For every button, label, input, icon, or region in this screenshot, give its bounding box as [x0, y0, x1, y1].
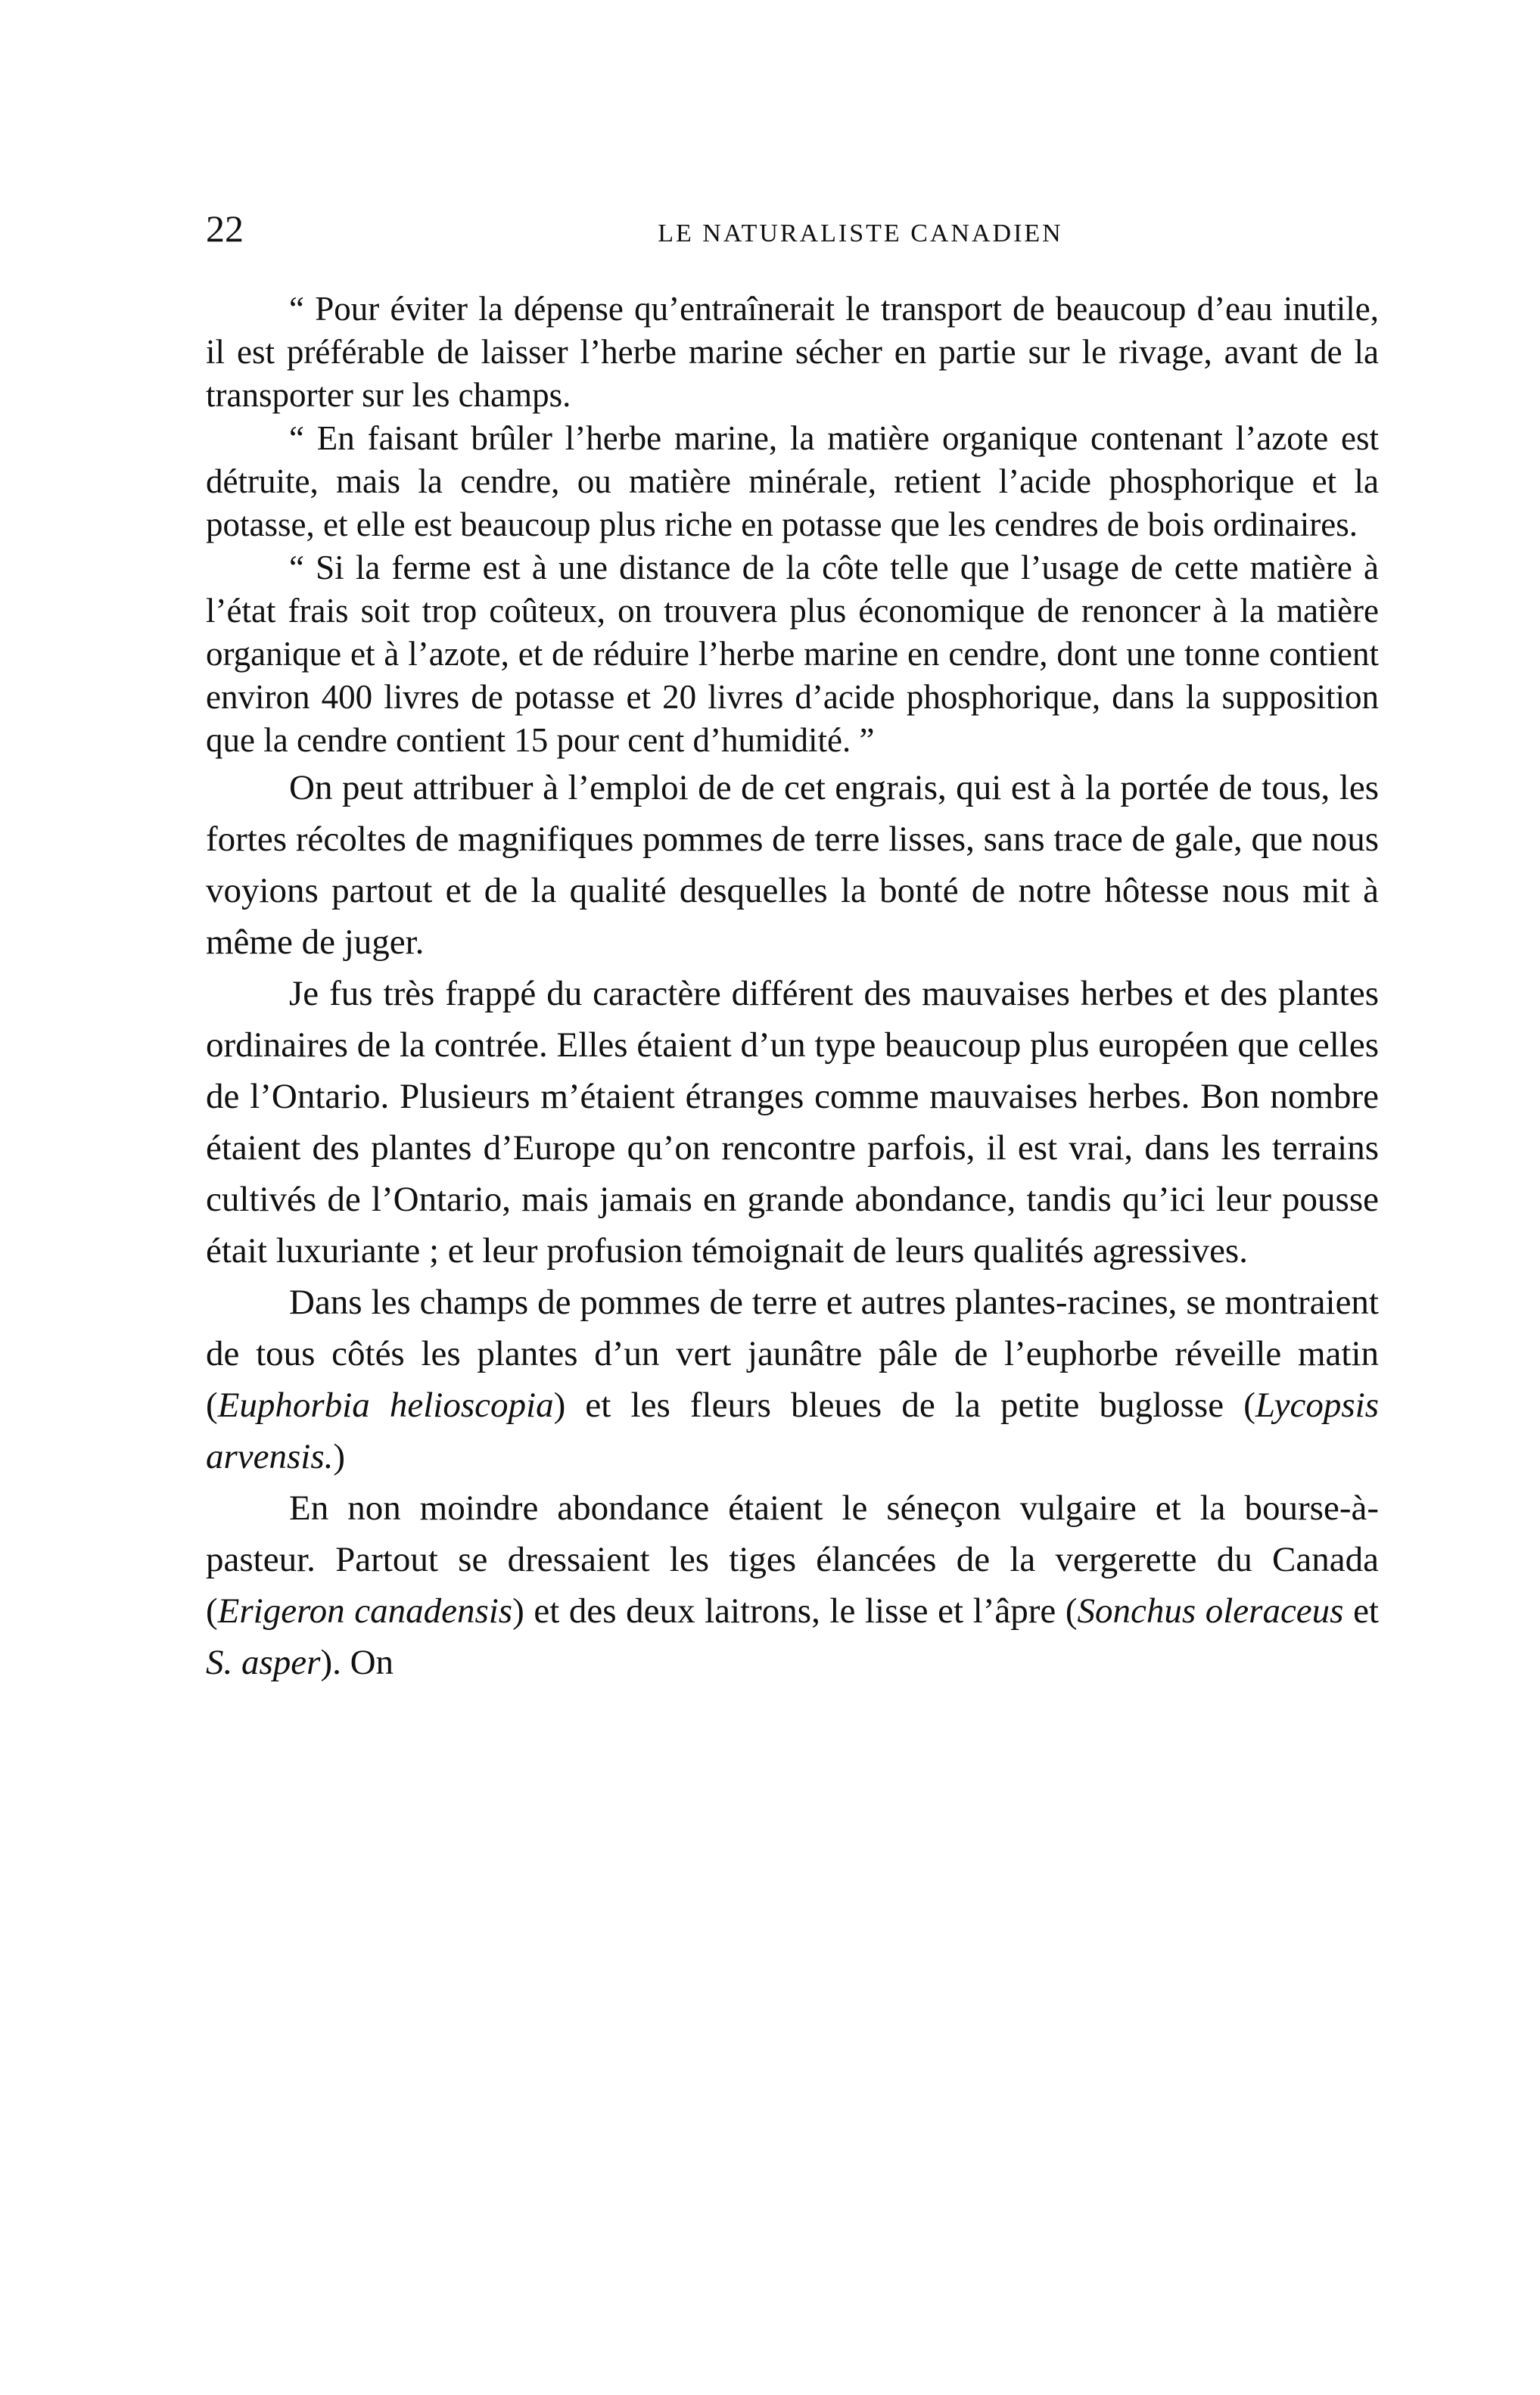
running-head: LE NATURALISTE CANADIEN — [658, 219, 1063, 247]
text-run: et — [1343, 1591, 1379, 1631]
text-run: En non moindre abondance étaient le séneçon vulgaire et la bourse-à-pasteur. Partout se dressaient les tiges élancées de la vergerette du Canada ( — [206, 1488, 1379, 1631]
text-run: ) et les fleurs bleues de la petite buglosse ( — [553, 1386, 1255, 1425]
paragraph: Je fus très frappé du caractère différent des mauvaises herbes et des plantes ordinaires de la contrée. Elles étaient d’un type beaucoup plus européen que celles de l’Ontario. Plusieurs m’étaient étranges comme mauvaises herbes. Bon nombre étaient des plantes d’Europe qu’on rencontre parfois, il est vrai, dans les terrains cultivés de l’Ontario, mais jamais en grande abondance, tandis qu’ici leur pousse était luxuriante ; et leur profusion témoignait de leurs qualités agressives. — [206, 974, 1379, 1271]
species-name: Lycopsis arvensis. — [206, 1386, 1379, 1476]
text-run: Dans les champs de pommes de terre et autres plantes-racines, se montraient de tous côtés les plantes d’un vert jaunâtre pâle de l’euphorbe réveille matin ( — [206, 1283, 1379, 1425]
narrative-section — [206, 762, 1379, 1688]
species-name: Sonchus oleraceus — [1077, 1591, 1344, 1631]
paragraph: On peut attribuer à l’emploi de de cet engrais, qui est à la portée de tous, les fortes récoltes de magnifiques pommes de terre lisses, sans trace de gale, que nous voyions partout et de la qualité desquelles la bonté de notre hôtesse nous mit à même de juger. — [206, 768, 1379, 962]
body-text — [206, 288, 1379, 1688]
paragraph: “ En faisant brûler l’herbe marine, la matière organique contenant l’azote est détruite, mais la cendre, ou matière minérale, retient l’acide phosphorique et la potasse, et elle est beaucoup plus riche en potasse que les cendres de bois ordinaires. — [206, 419, 1379, 543]
text-run: ) — [333, 1437, 346, 1476]
quoted-section — [206, 288, 1379, 762]
paragraph — [206, 1277, 1379, 1482]
paragraph — [206, 1482, 1379, 1688]
species-name: Euphorbia helioscopia — [217, 1386, 554, 1425]
text-run: ) et des deux laitrons, le lisse et l’âpre ( — [512, 1591, 1078, 1631]
species-name: S. asper — [206, 1643, 321, 1682]
paragraph: “ Si la ferme est à une distance de la côte telle que l’usage de cette matière à l’état frais soit trop coûteux, on trouvera plus économique de renoncer à la matière organique et à l’azote, et de réduire l’herbe marine en cendre, dont une tonne contient environ 400 livres de potasse et 20 livres d’acide phosphorique, dans la supposition que la cendre contient 15 pour cent d’humidité. ” — [206, 549, 1379, 759]
page-number: 22 — [206, 207, 244, 250]
text-run: ). On — [320, 1643, 394, 1682]
species-name: Erigeron canadensis — [217, 1591, 513, 1631]
page-header — [206, 198, 1379, 266]
paragraph: “ Pour éviter la dépense qu’entraînerait le transport de beaucoup d’eau inutile, il est préférable de laisser l’herbe marine sécher en partie sur le rivage, avant de la transporter sur les champs. — [206, 290, 1379, 414]
